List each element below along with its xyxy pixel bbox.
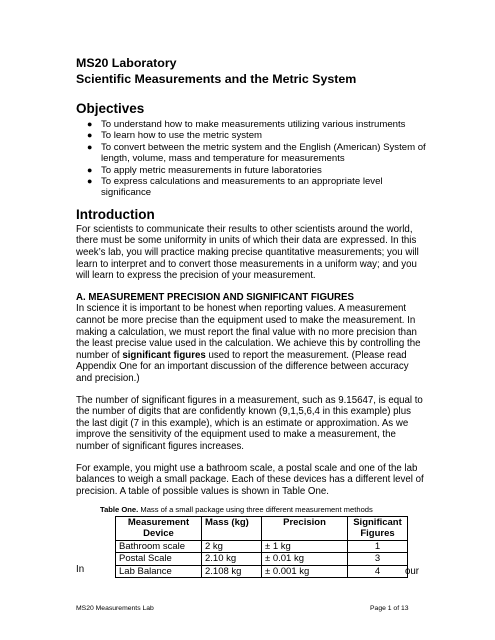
table-cell: Bathroom scale bbox=[116, 540, 202, 552]
lab-title-line1: MS20 Laboratory bbox=[76, 56, 177, 70]
table-caption-text: Mass of a small package using three different measurement methods bbox=[138, 505, 373, 515]
table-cell: ± 1 kg bbox=[262, 540, 348, 552]
bullet-icon: ● bbox=[87, 141, 93, 152]
bullet-icon: ● bbox=[87, 176, 93, 187]
section-a-paragraph-2: The number of significant figures in a measurement, such as 9.15647, is equal to the number of digits that are confidently known (9,1,5,6,4 in this example) plus the last digit (7 in this example), which is an estimate or approximation. As we improve the sensitivity of the equipment used to make a measurement, the number of significant figures increases. bbox=[76, 394, 423, 452]
bullet-icon: ● bbox=[87, 164, 93, 175]
objective-text: To apply metric measurements in future laboratories bbox=[101, 164, 322, 176]
table-cell: Lab Balance bbox=[116, 565, 202, 577]
wrapped-text-start: In bbox=[76, 564, 85, 575]
table-cell: ± 0.001 kg bbox=[262, 565, 348, 577]
introduction-paragraph: For scientists to communicate their results to other scientists around the world, there must be some uniformity in units of which their data are expressed. In this week’s lab, you will practice making precise quantitative measurements; you will learn to interpret and to convert those measurements in a uniform way; and you will learn to express the precision of your measurement. bbox=[76, 223, 419, 282]
table-cell: 3 bbox=[348, 553, 408, 565]
list-item bbox=[76, 165, 426, 176]
section-a-paragraph-1 bbox=[76, 303, 426, 384]
table-row bbox=[116, 540, 408, 552]
column-header: Mass (kg) bbox=[202, 517, 262, 541]
table-caption bbox=[100, 505, 426, 515]
list-item bbox=[76, 176, 426, 199]
measurement-table bbox=[115, 516, 408, 578]
footer-document-name: MS20 Measurements Lab bbox=[76, 605, 154, 612]
objective-text: To understand how to make measurements utilizing various instruments bbox=[101, 119, 406, 130]
table-header-row bbox=[116, 517, 408, 541]
column-header: Precision bbox=[262, 517, 348, 541]
section-a-paragraph-3: For example, you might use a bathroom scale, a postal scale and one of the lab balances to weigh a small package. Each of these devices has a different level of precision. A table of possible values is shown in Table One. bbox=[76, 462, 424, 497]
objective-text: To convert between the metric system and the English (American) System of length, volume, mass and temperature for measurements bbox=[101, 141, 426, 165]
table-cell: 2.108 kg bbox=[202, 565, 262, 577]
section-a-p1-end: used to report the measurement. (Please read Appendix One for an important discussion of the difference between accuracy and precision.) bbox=[76, 349, 409, 384]
table-cell: Postal Scale bbox=[116, 553, 202, 565]
lab-title-line2: Scientific Measurements and the Metric System bbox=[76, 71, 357, 86]
significant-figures-term: significant figures bbox=[122, 349, 206, 361]
objectives-heading: Objectives bbox=[76, 101, 145, 116]
objectives-list bbox=[76, 119, 426, 199]
section-a-heading bbox=[76, 292, 426, 304]
table-cell: 2 kg bbox=[202, 540, 262, 552]
bullet-icon: ● bbox=[87, 130, 93, 141]
column-header: Measurement Device bbox=[116, 517, 202, 541]
list-item bbox=[76, 142, 426, 165]
introduction-heading: Introduction bbox=[76, 206, 155, 222]
column-header: Significant Figures bbox=[348, 517, 408, 541]
objective-text: To learn how to use the metric system bbox=[101, 130, 263, 142]
table-cell: ± 0.01 kg bbox=[262, 553, 348, 565]
document-body bbox=[76, 56, 426, 515]
objective-text: To express calculations and measurements to an appropriate level significance bbox=[101, 176, 383, 199]
list-item bbox=[76, 119, 426, 130]
table-cell: 1 bbox=[348, 540, 408, 552]
footer-page-number: Page 1 of 13 bbox=[370, 605, 409, 612]
table-caption-label: Table One. bbox=[100, 505, 139, 515]
table-row bbox=[116, 553, 408, 565]
list-item bbox=[76, 130, 426, 141]
section-a-p1-start: In science it is important to be honest when reporting values. A measurement cannot be more precise than the equipment used to make the measurement. In making a calculation, we must report the final value with no more precision than the least precise value used in the calculation. We achieve this by controlling the number of bbox=[76, 303, 421, 361]
table-row bbox=[116, 565, 408, 577]
bullet-icon: ● bbox=[87, 119, 93, 129]
table-cell: 4 bbox=[348, 565, 408, 577]
wrapped-text-end: our bbox=[405, 566, 420, 577]
table-cell: 2.10 kg bbox=[202, 553, 262, 565]
section-a-title: A. MEASUREMENT PRECISION AND SIGNIFICANT FIGURES bbox=[76, 291, 354, 303]
